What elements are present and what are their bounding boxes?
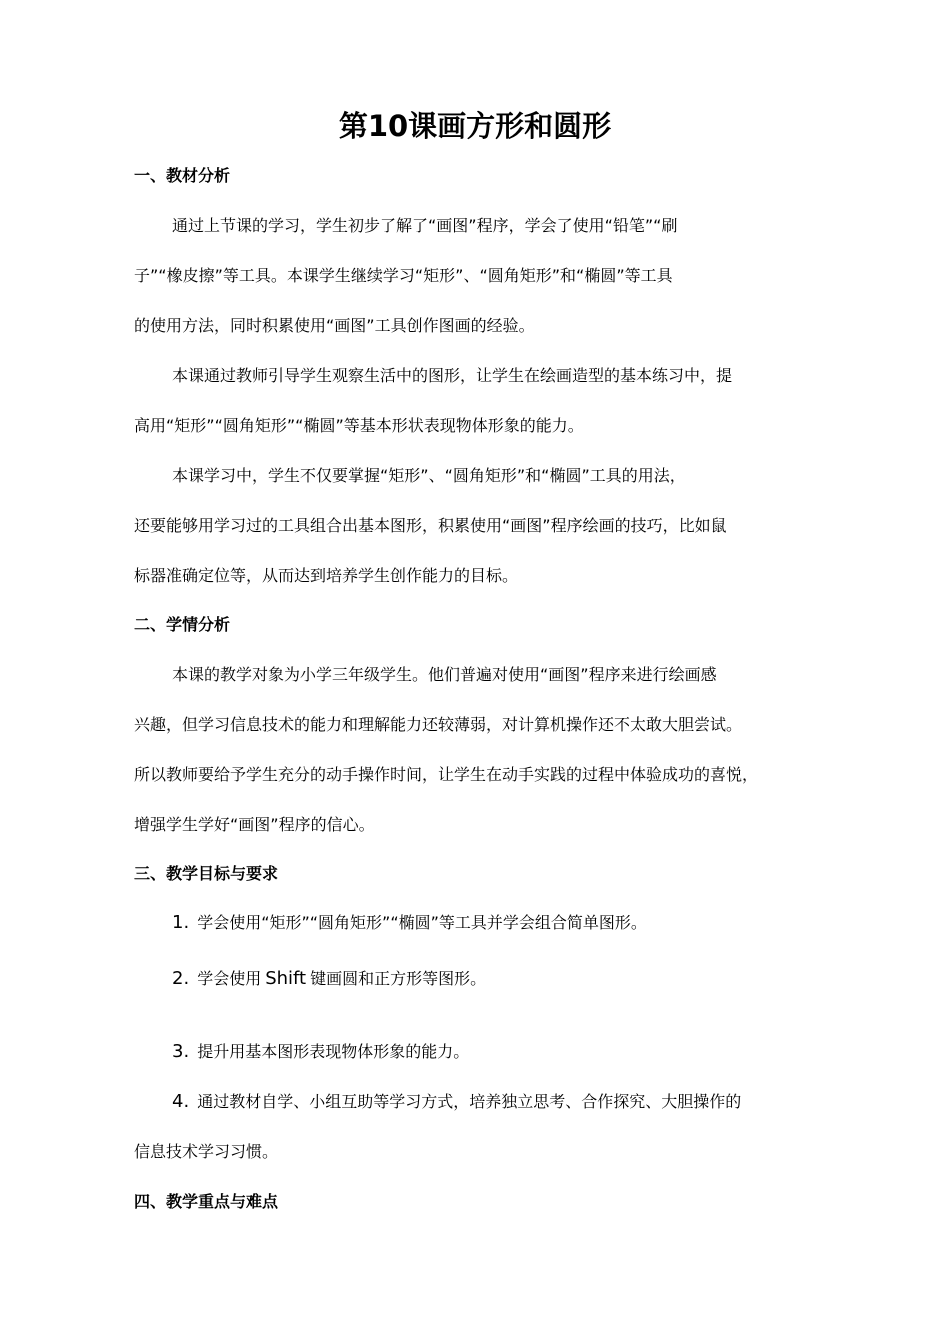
goal-text: 通过教材自学、小组互助等学习方式，培养独立思考、合作探究、大胆操作的 (197, 1092, 742, 1111)
list-number: 4. (172, 1091, 190, 1112)
shift-key-text: Shift (265, 968, 307, 989)
paragraph-line: 增强学生学好“画图”程序的信心。 (134, 815, 375, 834)
paragraph-line: 标器准确定位等，从而达到培养学生创作能力的目标。 (134, 566, 519, 585)
paragraph-line: 信息技术学习习惯。 (134, 1142, 279, 1161)
paragraph-line: 通过上节课的学习，学生初步了解了“画图”程序，学会了使用“铅笔”“刷 (172, 216, 678, 235)
section-heading-learner-analysis: 二、学情分析 (134, 615, 231, 634)
paragraph-line: 高用“矩形”“圆角矩形”“椭圆”等基本形状表现物体形象的能力。 (134, 416, 584, 435)
paragraph-line: 兴趣，但学习信息技术的能力和理解能力还较薄弱，对计算机操作还不太敢大胆尝试。 (134, 715, 743, 734)
list-number: 2. (172, 968, 190, 989)
paragraph-line: 还要能够用学习过的工具组合出基本图形，积累使用“画图”程序绘画的技巧，比如鼠 (134, 516, 727, 535)
list-number: 1. (172, 912, 190, 933)
paragraph-line: 本课的教学对象为小学三年级学生。他们普遍对使用“画图”程序来进行绘画感 (172, 665, 717, 684)
paragraph-line: 本课通过教师引导学生观察生活中的图形，让学生在绘画造型的基本练习中，提 (172, 366, 733, 385)
goal-item-4 (172, 1090, 741, 1114)
goal-text: 提升用基本图形表现物体形象的能力。 (197, 1042, 470, 1061)
section-heading-textbook-analysis: 一、教材分析 (134, 166, 231, 185)
goal-text: 键画圆和正方形等图形。 (310, 969, 487, 988)
goal-text: 学会使用“矩形”“圆角矩形”“椭圆”等工具并学会组合简单图形。 (197, 913, 647, 932)
paragraph-line: 的使用方法，同时积累使用“画图”工具创作图画的经验。 (134, 316, 535, 335)
goal-item-3 (172, 1040, 469, 1064)
page-title: 第10课画方形和圆形 (338, 109, 612, 143)
goal-text: 学会使用 (197, 969, 262, 988)
section-heading-teaching-goals: 三、教学目标与要求 (134, 864, 279, 883)
goal-item-2 (172, 967, 486, 991)
list-number: 3. (172, 1041, 190, 1062)
paragraph-line: 所以教师要给予学生充分的动手操作时间，让学生在动手实践的过程中体验成功的喜悦， (134, 765, 759, 784)
paragraph-line: 本课学习中，学生不仅要掌握“矩形”、“圆角矩形”和“椭圆”工具的用法， (172, 466, 686, 485)
goal-item-1 (172, 911, 647, 935)
section-heading-key-points: 四、教学重点与难点 (134, 1192, 279, 1211)
paragraph-line: 子”“橡皮擦”等工具。本课学生继续学习“矩形”、“圆角矩形”和“椭圆”等工具 (134, 266, 673, 285)
